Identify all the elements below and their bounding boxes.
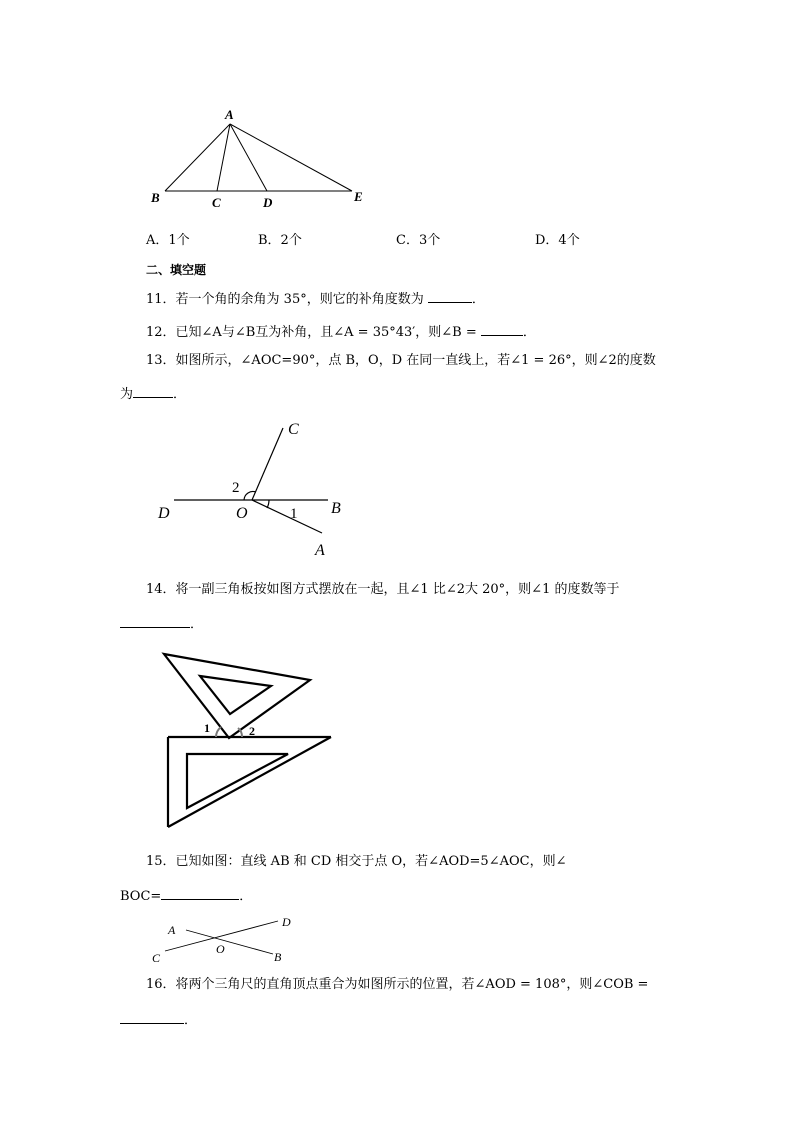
question-16-line2: ． <box>120 1010 197 1030</box>
label-d: D <box>282 915 291 929</box>
segment-ac <box>217 124 230 191</box>
label-d: D <box>158 505 170 522</box>
label-c: C <box>212 195 221 210</box>
segment-ab <box>165 124 230 191</box>
answer-blank-11[interactable] <box>428 289 472 303</box>
label-b: B <box>274 950 282 964</box>
ray-oc <box>252 428 283 500</box>
angle-arc-1 <box>267 500 269 508</box>
question-11-text: 11．若一个角的余角为 35°，则它的补角度数为 <box>146 292 428 307</box>
option-d: D．4个 <box>535 233 580 248</box>
top-triangle-inner <box>200 676 271 714</box>
figure-intersecting-lines <box>146 912 306 968</box>
label-o: O <box>236 505 248 522</box>
label-a: A <box>168 923 176 937</box>
section-title: 二、填空题 <box>146 263 207 277</box>
label-angle-1: 1 <box>204 721 210 735</box>
label-d: D <box>263 195 273 210</box>
question-12-text: 12．已知∠A与∠B互为补角，且∠A = 35°43′，则∠B = <box>146 325 481 340</box>
question-14-line2: ． <box>120 614 203 634</box>
question-12: 12．已知∠A与∠B互为补角，且∠A = 35°43′，则∠B = ． <box>146 322 536 342</box>
label-a: A <box>315 542 325 559</box>
label-angle-2: 2 <box>232 480 240 496</box>
label-angle-2: 2 <box>249 724 255 738</box>
label-b: B <box>151 190 160 205</box>
answer-blank-12[interactable] <box>481 322 523 336</box>
option-c: C．3个 <box>396 233 441 248</box>
ray-oa <box>252 500 322 533</box>
label-o: O <box>216 942 225 956</box>
top-triangle-outer <box>164 654 310 738</box>
question-14-line1: 14．将一副三角板按如图方式摆放在一起，且∠1 比∠2大 20°，则∠1 的度数等于 <box>146 582 620 597</box>
question-13-line2: 为 ． <box>120 384 186 404</box>
answer-blank-15[interactable] <box>161 886 239 900</box>
question-15-line1: 15．已知如图：直线 AB 和 CD 相交于点 O，若∠AOD=5∠AOC，则∠ <box>146 854 567 869</box>
figure-angles-aoc <box>150 412 370 562</box>
angle-arc-1 <box>216 727 221 737</box>
option-a: A．1个 <box>146 233 190 248</box>
answer-blank-16[interactable] <box>120 1010 184 1024</box>
option-b: B．2个 <box>258 233 302 248</box>
answer-blank-14[interactable] <box>120 614 190 628</box>
label-c: C <box>288 421 299 438</box>
question-13-line1: 13．如图所示，∠AOC=90°，点 B，O，D 在同一直线上，若∠1 = 26°，则∠2的度数 <box>146 353 656 368</box>
question-11: 11．若一个角的余角为 35°，则它的补角度数为 ． <box>146 289 485 309</box>
label-angle-1: 1 <box>290 506 298 522</box>
question-16-line1: 16．将两个三角尺的直角顶点重合为如图所示的位置，若∠AOD = 108°，则∠COB = <box>146 977 649 992</box>
figure-set-squares <box>160 648 340 832</box>
figure-triangle-abcde <box>140 105 380 215</box>
label-c: C <box>152 951 161 965</box>
label-b: B <box>331 500 341 517</box>
label-e: E <box>354 189 363 204</box>
question-15-line2: BOC= ． <box>120 886 252 906</box>
bottom-triangle-inner <box>187 754 288 808</box>
answer-blank-13[interactable] <box>133 384 173 398</box>
label-a: A <box>225 107 234 122</box>
bottom-triangle-hypotenuse <box>168 737 331 827</box>
